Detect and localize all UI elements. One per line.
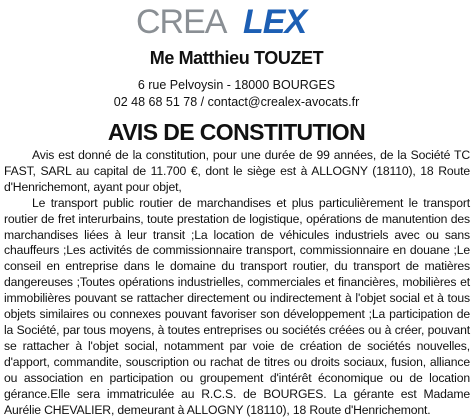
notice-paragraph: Avis est donné de la constitution, pour une durée de 99 années, de la Société TC FAST, SARL au capital de 11.700 €, dont le siège est à ALLOGNY (18110), 18 Route d'Henrichemont, ayant pour objet, xyxy=(4,148,470,194)
notice-title: AVIS DE CONSTITUTION xyxy=(107,119,366,145)
firm-address: 6 rue Pelvoysin - 18000 BOURGES xyxy=(137,78,336,92)
firm-contact: 02 48 68 51 78 / contact@crealex-avocats.fr xyxy=(113,95,360,109)
notice-body xyxy=(4,148,470,418)
notice-paragraph: Le transport public routier de marchandises et plus particulièrement le transport routier de fret interurbains, toute prestation de logistique, opérations de manutention des marchandises liées à leur transit ;La location de véhicules industriels avec ou sans chauffeurs ;Les activités de commissionnaire transport, commissionnaire en douane ;Le conseil en entreprise dans le domaine du transport routier, du transport de matières dangereuses ;Toutes opérations industrielles, commerciales et financières, mobilières et immobilières pouvant se rattacher directement ou indirectement à l'objet social et à tous objets similaires ou connexes pouvant favoriser son développement ;La participation de la Société, par tous moyens, à toutes entreprises ou sociétés créées ou à créer, pouvant se rattacher à l'objet social, notamment par voie de création de sociétés nouvelles, d'apport, commandite, souscription ou rachat de titres ou droits sociaux, fusion, alliance ou association en participation ou groupement d'intérêt économique ou de location gérance.Elle sera immatriculée au R.C.S. de BOURGES. La gérante est Madame Aurélie CHEVALIER, demeurant à ALLOGNY (18110), 18 Route d'Henrichemont. xyxy=(4,195,470,417)
lawyer-name: Me Matthieu TOUZET xyxy=(149,48,324,68)
logo-lex-text: LEX xyxy=(242,3,306,38)
logo-crea-text: CREA xyxy=(135,3,226,38)
crealex-logo xyxy=(0,2,473,38)
crealex-logo-mark xyxy=(132,2,342,38)
